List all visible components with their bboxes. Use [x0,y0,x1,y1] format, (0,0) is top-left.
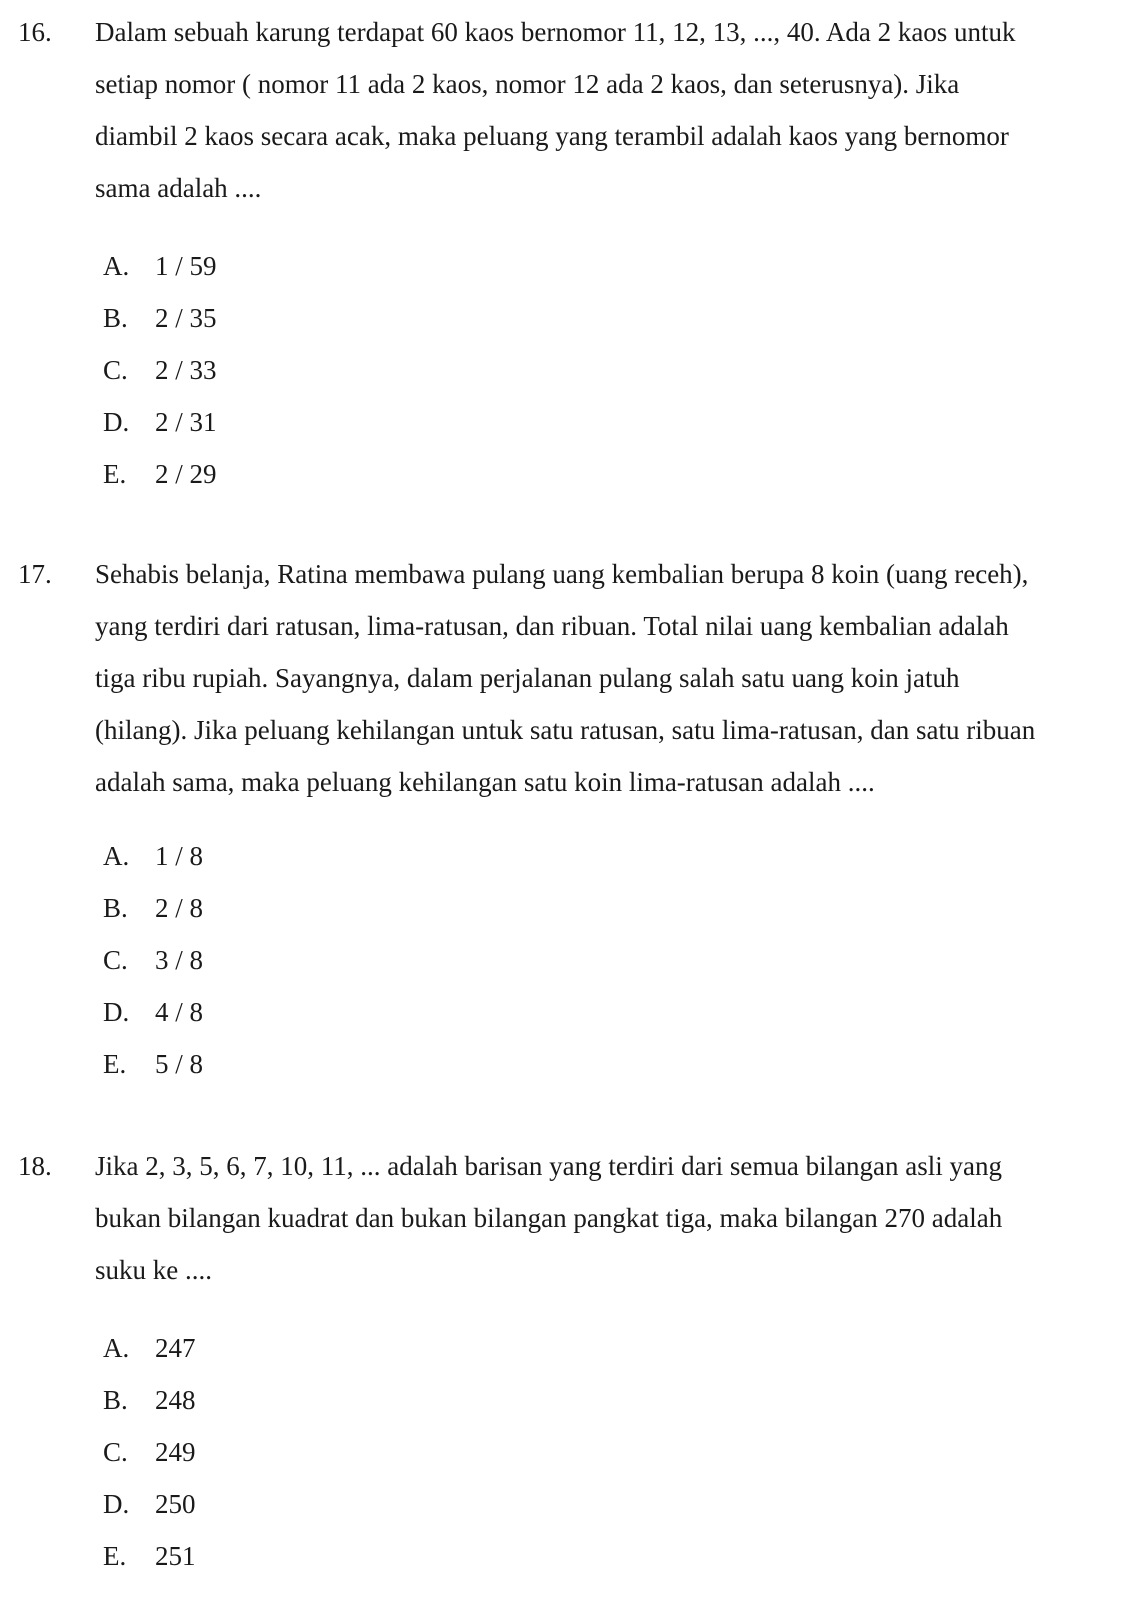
option-value: 250 [155,1489,196,1519]
option-d [103,986,203,1038]
option-letter: B. [103,303,128,333]
option-letter: E. [103,1541,127,1571]
question-text: Dalam sebuah karung terdapat 60 kaos bernomor 11, 12, 13, ..., 40. Ada 2 kaos untuk setiap nomor ( nomor 11 ada 2 kaos, nomor 12 ada 2 kaos, dan seterusnya). Jika diambil 2 kaos secara acak, maka peluang yang terambil adalah kaos yang bernomor sama adalah .... [95,17,1016,203]
option-letter: C. [103,1437,128,1467]
option-letter: B. [103,1385,128,1415]
option-letter: E. [103,1049,127,1079]
option-value: 4 / 8 [155,997,204,1027]
option-value: 1 / 8 [155,841,204,871]
option-letter: C. [103,355,128,385]
option-letter: A. [103,1333,130,1363]
option-value: 2 / 31 [155,407,217,437]
option-a [103,830,203,882]
option-c [103,934,203,986]
option-value: 248 [155,1385,196,1415]
option-c [103,1426,196,1478]
option-value: 2 / 8 [155,893,204,923]
option-e [103,448,217,500]
option-value: 2 / 33 [155,355,217,385]
option-b [103,292,217,344]
option-value: 249 [155,1437,196,1467]
option-c [103,344,217,396]
option-letter: B. [103,893,128,923]
option-b [103,882,203,934]
option-d [103,1478,196,1530]
option-e [103,1038,203,1090]
question-text: Sehabis belanja, Ratina membawa pulang uang kembalian berupa 8 koin (uang receh), yang terdiri dari ratusan, lima-ratusan, dan ribuan. Total nilai uang kembalian adalah tiga ribu rupiah. Sayangnya, dalam perjalanan pulang salah satu uang koin jatuh (hilang). Jika peluang kehilangan untuk satu ratusan, satu lima-ratusan, dan satu ribuan adalah sama, maka peluang kehilangan satu koin lima-ratusan adalah .... [95,559,1036,797]
option-letter: D. [103,997,130,1027]
option-value: 2 / 29 [155,459,217,489]
option-value: 247 [155,1333,196,1363]
option-letter: E. [103,459,127,489]
option-value: 5 / 8 [155,1049,204,1079]
option-letter: A. [103,841,130,871]
option-letter: D. [103,1489,130,1519]
option-letter: C. [103,945,128,975]
option-a [103,1322,196,1374]
question-text: Jika 2, 3, 5, 6, 7, 10, 11, ... adalah barisan yang terdiri dari semua bilangan asli yang bukan bilangan kuadrat dan bukan bilangan pangkat tiga, maka bilangan 270 adalah suku ke .... [95,1151,1003,1285]
option-letter: D. [103,407,130,437]
question-number: 16. [18,17,52,47]
option-e [103,1530,196,1582]
question-number: 17. [18,559,52,589]
option-b [103,1374,196,1426]
option-value: 1 / 59 [155,251,217,281]
option-value: 2 / 35 [155,303,217,333]
option-value: 3 / 8 [155,945,204,975]
option-d [103,396,217,448]
option-value: 251 [155,1541,196,1571]
option-letter: A. [103,251,130,281]
option-a [103,240,217,292]
question-number: 18. [18,1151,52,1181]
